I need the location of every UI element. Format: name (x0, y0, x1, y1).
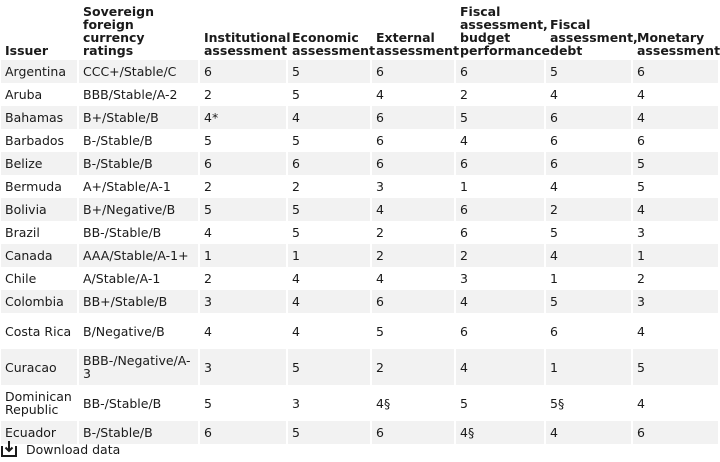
cell-external: 3 (372, 175, 454, 198)
cell-fiscal-debt: 1 (546, 349, 631, 385)
table-row (1, 129, 718, 152)
cell-institutional: 6 (200, 60, 286, 83)
cell-issuer: Barbados (1, 129, 77, 152)
cell-fiscal-budget: 4 (456, 290, 544, 313)
cell-fiscal-budget: 4 (456, 129, 544, 152)
cell-fiscal-debt: 6 (546, 313, 631, 349)
table-row (1, 267, 718, 290)
header-fiscal-budget: Fiscal assessment, budget performance (460, 4, 551, 58)
cell-monetary: 4 (633, 313, 718, 349)
cell-rating: B-/Stable/B (79, 152, 198, 175)
header-fiscal-debt: Fiscal assessment, debt (550, 17, 638, 58)
cell-issuer: Bolivia (1, 198, 77, 221)
download-data-label: Download data (26, 441, 121, 457)
cell-external: 6 (372, 106, 454, 129)
table-row (1, 290, 718, 313)
cell-fiscal-debt: 5 (546, 290, 631, 313)
cell-fiscal-budget: 2 (456, 244, 544, 267)
cell-fiscal-budget: 6 (456, 221, 544, 244)
cell-rating: B/Negative/B (79, 313, 198, 349)
cell-issuer: Brazil (1, 221, 77, 244)
cell-monetary: 3 (633, 221, 718, 244)
cell-economic: 4 (288, 106, 370, 129)
cell-fiscal-debt: 4 (546, 421, 631, 444)
cell-institutional: 6 (200, 152, 286, 175)
cell-economic: 5 (288, 198, 370, 221)
cell-issuer: Bahamas (1, 106, 77, 129)
cell-economic: 5 (288, 349, 370, 385)
header-issuer: Issuer (5, 43, 49, 58)
cell-external: 6 (372, 290, 454, 313)
cell-fiscal-budget: 5 (456, 106, 544, 129)
cell-fiscal-budget: 4§ (456, 421, 544, 444)
cell-issuer: Ecuador (1, 421, 77, 444)
cell-fiscal-debt: 4 (546, 175, 631, 198)
cell-institutional: 6 (200, 421, 286, 444)
cell-monetary: 4 (633, 106, 718, 129)
table-row (1, 198, 718, 221)
header-external: External assessment (376, 30, 460, 58)
cell-economic: 5 (288, 83, 370, 106)
cell-economic: 6 (288, 152, 370, 175)
cell-institutional: 5 (200, 385, 286, 421)
cell-rating: B+/Negative/B (79, 198, 198, 221)
table-row (1, 106, 718, 129)
cell-rating: AAA/Stable/A-1+ (79, 244, 198, 267)
cell-fiscal-debt: 1 (546, 267, 631, 290)
cell-economic: 5 (288, 221, 370, 244)
cell-monetary: 6 (633, 129, 718, 152)
table-row (1, 152, 718, 175)
cell-external: 6 (372, 60, 454, 83)
cell-fiscal-budget: 4 (456, 349, 544, 385)
cell-monetary: 5 (633, 349, 718, 385)
cell-external: 2 (372, 221, 454, 244)
cell-institutional: 2 (200, 267, 286, 290)
table-row (1, 60, 718, 83)
cell-fiscal-budget: 6 (456, 152, 544, 175)
cell-rating: BB+/Stable/B (79, 290, 198, 313)
cell-fiscal-budget: 1 (456, 175, 544, 198)
download-icon (0, 440, 18, 458)
cell-issuer: Costa Rica (1, 313, 77, 349)
header-monetary: Monetary assessment (637, 30, 720, 58)
cell-institutional: 4* (200, 106, 286, 129)
cell-external: 6 (372, 421, 454, 444)
cell-issuer: Chile (1, 267, 77, 290)
cell-issuer: Canada (1, 244, 77, 267)
cell-economic: 1 (288, 244, 370, 267)
cell-fiscal-budget: 6 (456, 60, 544, 83)
table-row (1, 83, 718, 106)
cell-economic: 4 (288, 290, 370, 313)
cell-monetary: 5 (633, 152, 718, 175)
cell-rating: A+/Stable/A-1 (79, 175, 198, 198)
cell-issuer: Argentina (1, 60, 77, 83)
cell-economic: 3 (288, 385, 370, 421)
cell-fiscal-debt: 6 (546, 129, 631, 152)
cell-external: 6 (372, 152, 454, 175)
cell-monetary: 6 (633, 421, 718, 444)
download-data-button[interactable] (0, 439, 120, 459)
table-header-row (1, 0, 718, 60)
cell-issuer: Curacao (1, 349, 77, 385)
cell-external: 4 (372, 267, 454, 290)
cell-fiscal-debt: 6 (546, 152, 631, 175)
cell-issuer: Colombia (1, 290, 77, 313)
header-ratings: Sovereign foreign currency ratings (83, 4, 154, 58)
cell-institutional: 5 (200, 129, 286, 152)
cell-monetary: 2 (633, 267, 718, 290)
cell-rating: B-/Stable/B (79, 421, 198, 444)
cell-external: 4§ (372, 385, 454, 421)
cell-fiscal-debt: 6 (546, 106, 631, 129)
cell-institutional: 5 (200, 198, 286, 221)
cell-fiscal-budget: 3 (456, 267, 544, 290)
table-row (1, 313, 718, 349)
table-row (1, 349, 718, 385)
cell-monetary: 4 (633, 83, 718, 106)
cell-institutional: 1 (200, 244, 286, 267)
table-row (1, 244, 718, 267)
cell-external: 4 (372, 83, 454, 106)
cell-institutional: 4 (200, 221, 286, 244)
cell-fiscal-debt: 5§ (546, 385, 631, 421)
cell-monetary: 3 (633, 290, 718, 313)
cell-issuer: Belize (1, 152, 77, 175)
cell-monetary: 5 (633, 175, 718, 198)
cell-external: 2 (372, 244, 454, 267)
cell-issuer: Bermuda (1, 175, 77, 198)
cell-fiscal-debt: 2 (546, 198, 631, 221)
cell-rating: BB-/Stable/B (79, 385, 198, 421)
cell-rating: BBB/Stable/A-2 (79, 83, 198, 106)
cell-economic: 5 (288, 129, 370, 152)
cell-fiscal-debt: 5 (546, 60, 631, 83)
table-row (1, 175, 718, 198)
cell-monetary: 6 (633, 60, 718, 83)
header-institutional: Institutional assessment (204, 30, 291, 58)
cell-issuer: Dominican Republic (1, 385, 77, 421)
cell-fiscal-budget: 6 (456, 313, 544, 349)
cell-rating: B-/Stable/B (79, 129, 198, 152)
cell-issuer: Aruba (1, 83, 77, 106)
cell-monetary: 4 (633, 385, 718, 421)
cell-institutional: 3 (200, 349, 286, 385)
cell-external: 6 (372, 129, 454, 152)
cell-monetary: 1 (633, 244, 718, 267)
cell-rating: A/Stable/A-1 (79, 267, 198, 290)
cell-economic: 2 (288, 175, 370, 198)
cell-monetary: 4 (633, 198, 718, 221)
cell-external: 5 (372, 313, 454, 349)
cell-rating: B+/Stable/B (79, 106, 198, 129)
cell-rating: BB-/Stable/B (79, 221, 198, 244)
cell-institutional: 2 (200, 83, 286, 106)
cell-external: 2 (372, 349, 454, 385)
cell-rating: BBB-/Negative/A-3 (79, 349, 198, 385)
table-row (1, 385, 718, 421)
header-economic: Economic assessment (292, 30, 376, 58)
cell-external: 4 (372, 198, 454, 221)
cell-fiscal-debt: 5 (546, 221, 631, 244)
cell-rating: CCC+/Stable/C (79, 60, 198, 83)
cell-fiscal-debt: 4 (546, 83, 631, 106)
cell-institutional: 4 (200, 313, 286, 349)
cell-institutional: 2 (200, 175, 286, 198)
cell-fiscal-debt: 4 (546, 244, 631, 267)
cell-fiscal-budget: 6 (456, 198, 544, 221)
cell-institutional: 3 (200, 290, 286, 313)
cell-economic: 4 (288, 267, 370, 290)
cell-economic: 4 (288, 313, 370, 349)
cell-fiscal-budget: 5 (456, 385, 544, 421)
table-row (1, 221, 718, 244)
cell-fiscal-budget: 2 (456, 83, 544, 106)
cell-economic: 5 (288, 421, 370, 444)
cell-economic: 5 (288, 60, 370, 83)
